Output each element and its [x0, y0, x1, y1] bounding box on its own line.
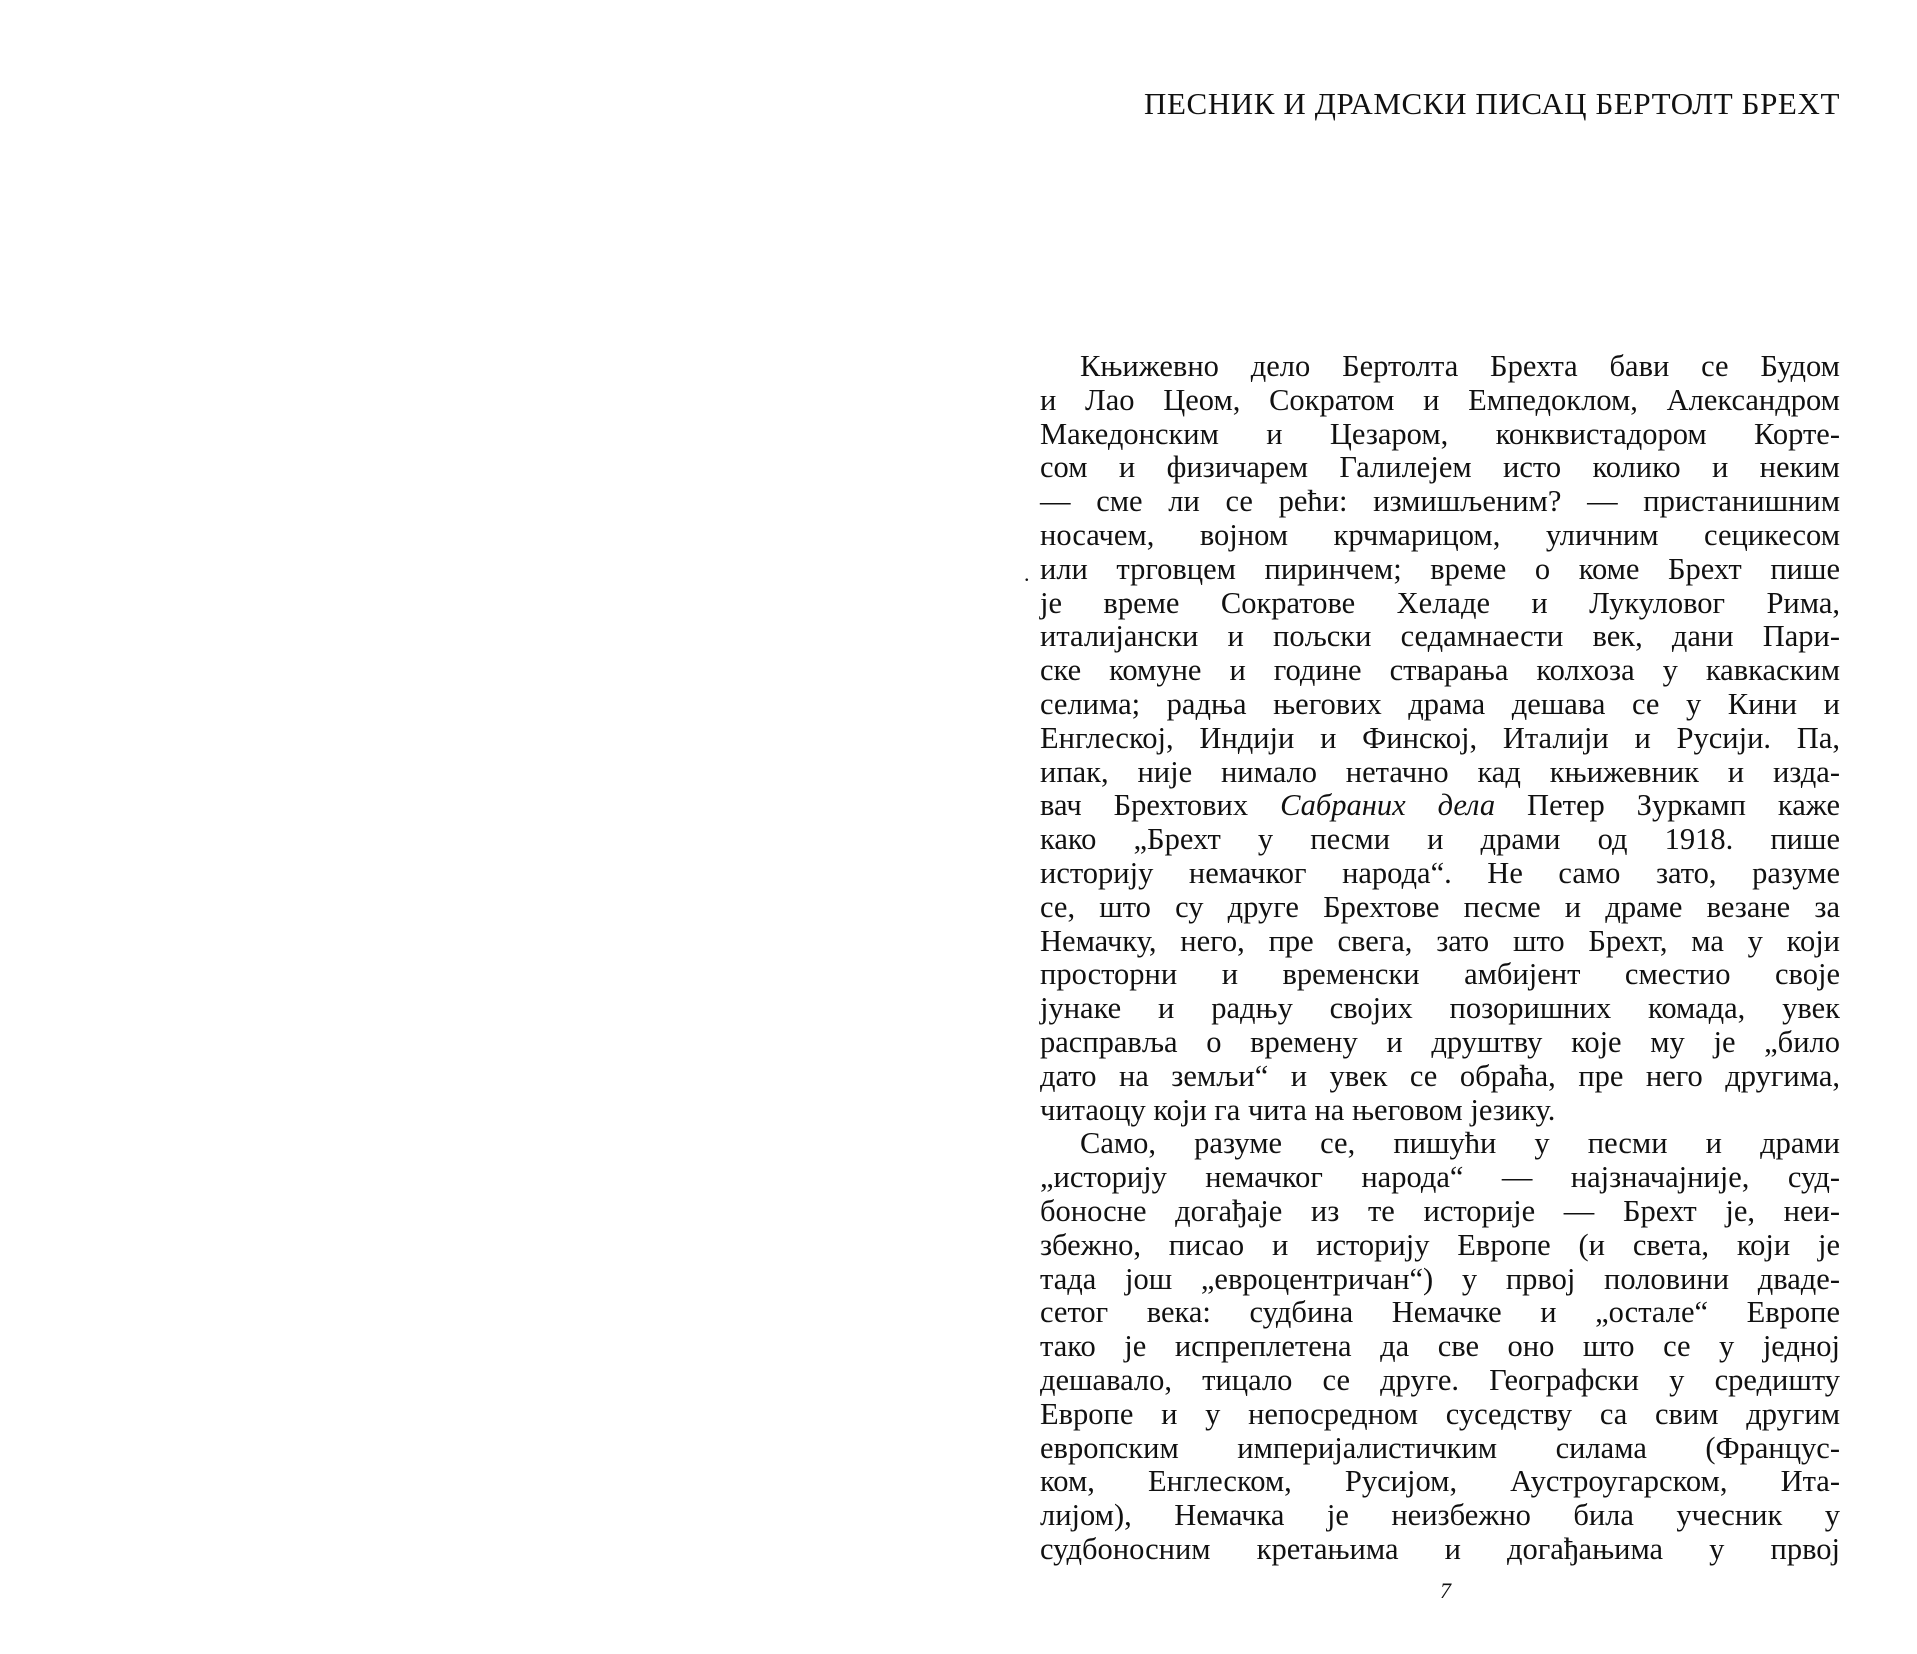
- text-line: Немачку, него, пре свега, зато што Брехт, ма у који: [1040, 923, 1840, 958]
- text-line: носачем, војном крчмарицом, уличним сецикесом: [1040, 517, 1840, 552]
- text-line: Књижевно дело Бертолта Брехта бави се Будом: [1080, 349, 1840, 383]
- text-line: Само, разуме се, пишући у песми и драми: [1080, 1126, 1840, 1161]
- text-line: сетог века: судбина Немачке и „остале“ Европе: [1040, 1295, 1840, 1330]
- italic-title: Сабраних дела: [1280, 788, 1496, 823]
- text-line: тада још „евроцентричан“) у првој половини дваде-: [1040, 1261, 1840, 1296]
- text-line: Енглеској, Индији и Финској, Италији и Русији. Па,: [1040, 720, 1840, 755]
- text-line: ком, Енглеском, Русијом, Аустроугарском, Ита-: [1040, 1464, 1840, 1499]
- text-line: боносне догађаје из те историје — Брехт је, неи-: [1040, 1193, 1840, 1228]
- text-line: историју немачког народа“. Не само зато, разуме: [1040, 855, 1840, 890]
- text-line: ске комуне и године стварања колхоза у кавкаским: [1040, 653, 1840, 688]
- text-line: лијом), Немачка је неизбежно била учесник у: [1040, 1498, 1840, 1533]
- text-segment: вач Брехтових: [1040, 788, 1249, 823]
- text-line: селима; радња његових драма дешава се у Кини и: [1040, 686, 1840, 721]
- text-line: просторни и временски амбијент сместио своје: [1040, 957, 1840, 992]
- text-line: Македонским и Цезаром, конквистадором Корте-: [1040, 416, 1840, 451]
- text-line: и Лао Цеом, Сократом и Емпедоклом, Александром: [1040, 382, 1840, 417]
- text-line: или трговцем пиринчем; време о коме Брехт пише: [1040, 551, 1840, 586]
- book-page: [1040, 80, 1840, 1620]
- text-line: је време Сократове Хеладе и Лукуловог Рима,: [1040, 585, 1840, 620]
- text-line: дешавало, тицало се друге. Географски у средишту: [1040, 1362, 1840, 1397]
- text-line: сом и физичарем Галилејем исто колико и неким: [1040, 450, 1840, 485]
- text-line: како „Брехт у песми и драми од 1918. пише: [1040, 822, 1840, 857]
- text-line: тако је испреплетена да све оно што се у једној: [1040, 1329, 1840, 1364]
- text-line: ипак, није нимало нетачно кад књижевник и изда-: [1040, 754, 1840, 789]
- text-line: јунаке и радњу својих позоришних комада, увек: [1040, 991, 1840, 1026]
- text-line: дато на земљи“ и увек се обраћа, пре него другима,: [1040, 1058, 1840, 1093]
- text-line: се, што су друге Брехтове песме и драме везане за: [1040, 889, 1840, 924]
- text-line: европским империјалистичким силама (Францус-: [1040, 1430, 1840, 1465]
- page-number: 7: [1440, 1578, 1451, 1603]
- text-line: „историју немачког народа“ — најзначајније, суд-: [1040, 1160, 1840, 1195]
- text-segment: Петер Зуркамп каже: [1527, 788, 1841, 823]
- text-line: читаоцу који га чита на његовом језику.: [1040, 1092, 1556, 1127]
- text-line-with-italic: [1040, 789, 1840, 823]
- text-line: збежно, писао и историју Европе (и света, који је: [1040, 1227, 1840, 1262]
- text-line: расправља о времену и друштву које му је „било: [1040, 1024, 1840, 1059]
- margin-mark: .: [1024, 561, 1030, 586]
- chapter-title: ПЕСНИК И ДРАМСКИ ПИСАЦ БЕРТОЛТ БРЕХТ: [1144, 86, 1840, 121]
- text-line: Европе и у непосредном суседству са свим другим: [1040, 1396, 1840, 1431]
- body-text: [1040, 350, 1840, 1567]
- text-line: судбоносним кретањима и догађањима у првој: [1040, 1531, 1840, 1566]
- text-line: — сме ли се рећи: измишљеним? — пристанишним: [1040, 484, 1840, 519]
- text-line: италијански и пољски седамнаести век, дани Пари-: [1040, 619, 1840, 654]
